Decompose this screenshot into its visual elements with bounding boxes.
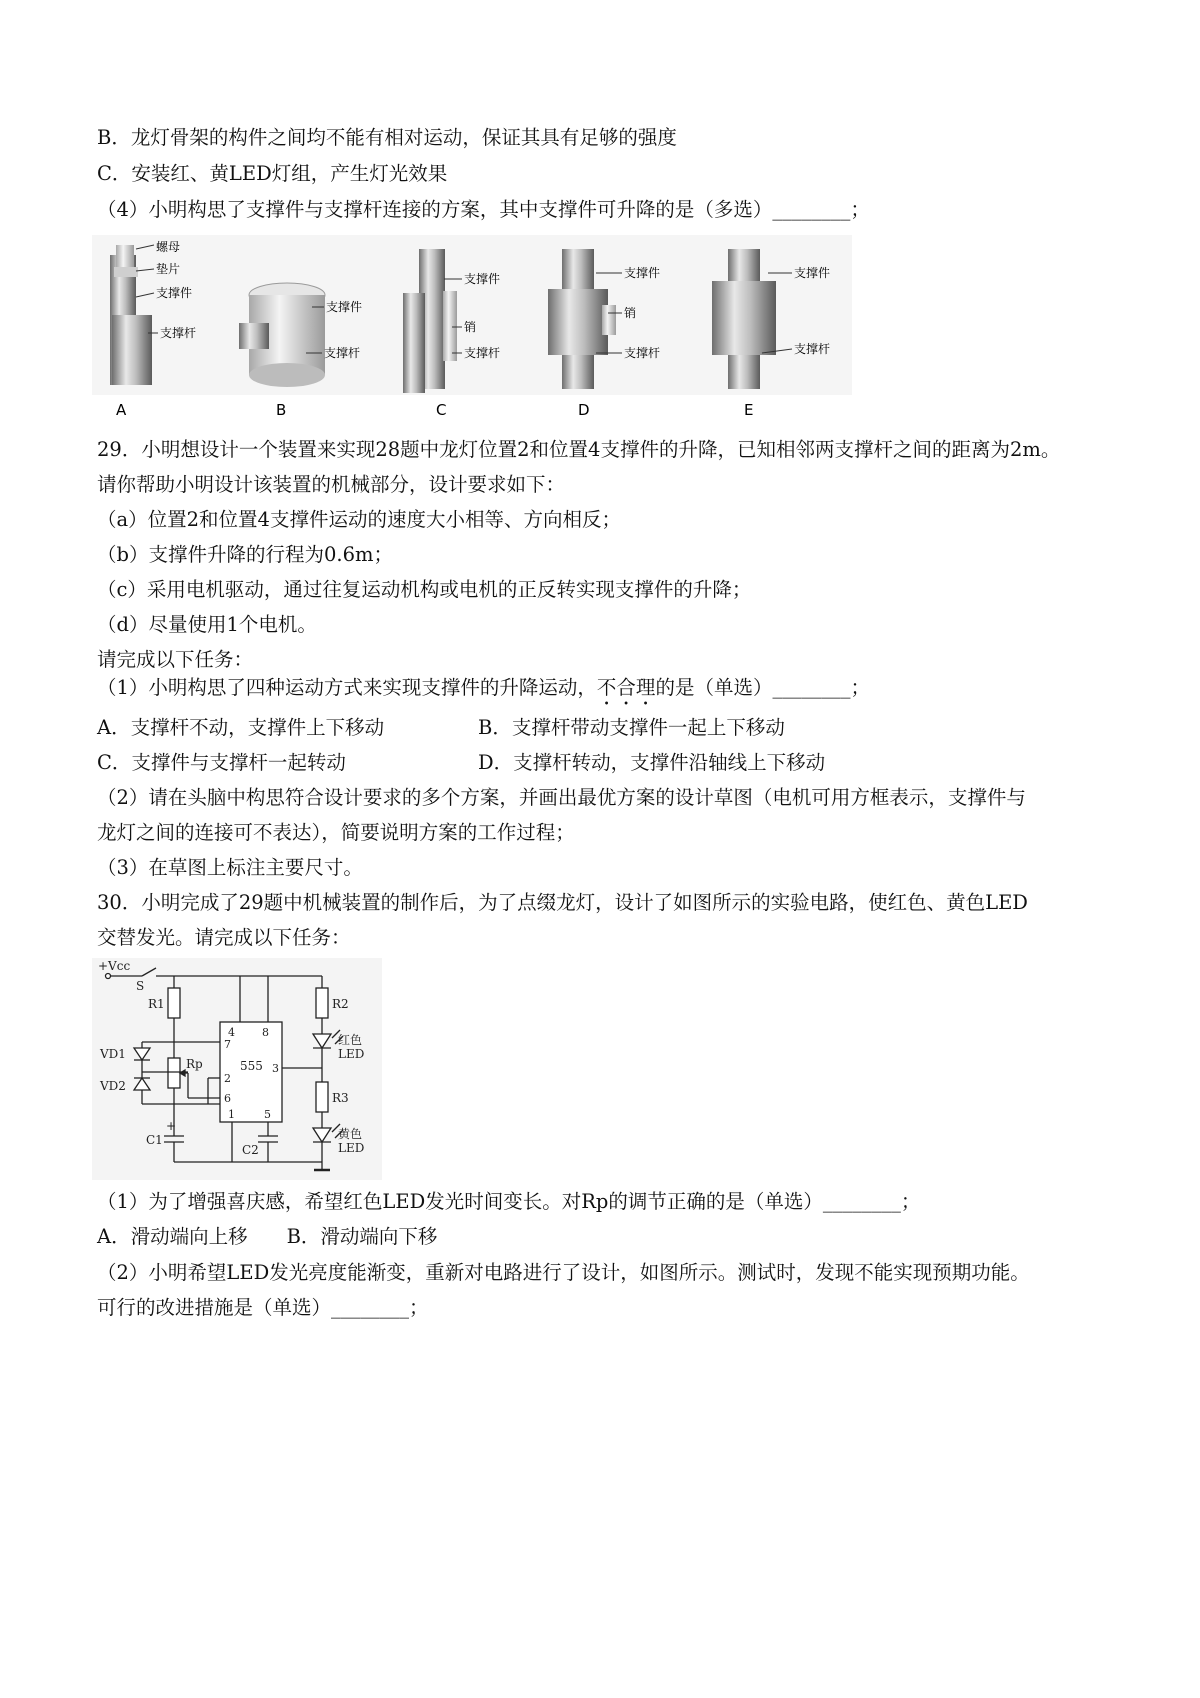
q29-tasks-heading: 请完成以下任务：	[97, 648, 254, 671]
label-yellow-led-1: 黄色	[338, 1127, 363, 1141]
q28-subquestion-4: （4）小明构思了支撑件与支撑杆连接的方案，其中支撑件可升降的是（多选）________；	[97, 198, 870, 221]
label-rod-e: 支撑杆	[794, 342, 831, 356]
pin-7: 7	[224, 1038, 231, 1051]
label-red-led-2: LED	[338, 1047, 365, 1061]
q29-option-a: A．支撑杆不动，支撑件上下移动	[97, 716, 385, 739]
q29-task-1-suffix: 的是（单选）________；	[655, 676, 870, 699]
q29-requirement-c: （c）采用电机驱动，通过往复运动机构或电机的正反转实现支撑件的升降；	[97, 578, 752, 601]
label-pin-d: 销	[624, 306, 637, 320]
support-connection-figure	[92, 235, 852, 425]
label-support-b: 支撑件	[326, 300, 363, 314]
letter-e: E	[744, 401, 754, 419]
label-support-a: 支撑件	[156, 286, 193, 300]
label-support-d: 支撑件	[624, 266, 661, 280]
label-rod-b: 支撑杆	[324, 346, 361, 360]
q30-task-1: （1）为了增强喜庆感，希望红色LED发光时间变长。对Rp的调节正确的是（单选）________；	[97, 1190, 921, 1213]
q29-option-c: C．支撑件与支撑杆一起转动	[97, 751, 346, 774]
label-vd1: VD1	[100, 1047, 126, 1061]
label-red-led-1: 红色	[338, 1033, 363, 1047]
label-rod-c: 支撑杆	[464, 346, 501, 360]
pin-6: 6	[224, 1092, 231, 1105]
q29-task-2-line-1: （2）请在头脑中构思符合设计要求的多个方案，并画出最优方案的设计草图（电机可用方框表示，支撑件与	[97, 786, 1026, 809]
q29-task-1-prefix: （1）小明构思了四种运动方式来实现支撑件的升降运动，	[97, 676, 597, 699]
label-yellow-led-2: LED	[338, 1141, 365, 1155]
q29-stem-line-1: 29．小明想设计一个装置来实现28题中龙灯位置2和位置4支撑件的升降，已知相邻两支撑杆之间的距离为2m。	[97, 438, 1061, 461]
label-pin-c: 销	[464, 320, 477, 334]
q28-option-c: C．安装红、黄LED灯组，产生灯光效果	[97, 162, 448, 185]
q29-requirement-a: （a）位置2和位置4支撑件运动的速度大小相等、方向相反；	[97, 508, 621, 531]
q29-task-2-line-2: 龙灯之间的连接可不表达），简要说明方案的工作过程；	[97, 821, 575, 844]
q30-task-2-line-2: 可行的改进措施是（单选）________；	[97, 1296, 429, 1319]
label-r1: R1	[148, 997, 165, 1011]
pin-5: 5	[264, 1108, 271, 1121]
label-nut: 螺母	[156, 240, 181, 254]
q29-options-row-2	[97, 749, 826, 777]
q29-option-b: B．支撑杆带动支撑件一起上下移动	[478, 716, 785, 739]
label-washer: 垫片	[156, 262, 181, 276]
q30-stem-line-1: 30．小明完成了29题中机械装置的制作后，为了点缀龙灯，设计了如图所示的实验电路，使红色、黄色LED	[97, 891, 1028, 914]
label-switch: S	[136, 979, 145, 993]
q29-options-row-1	[97, 714, 785, 742]
q29-task-1-emphasis: 不合理	[596, 676, 656, 699]
label-vd2: VD2	[100, 1079, 126, 1093]
label-vcc: +Vcc	[98, 959, 131, 973]
pin-4: 4	[228, 1026, 235, 1039]
label-r2: R2	[332, 997, 349, 1011]
q30-stem-line-2: 交替发光。请完成以下任务：	[97, 926, 351, 949]
pin-8: 8	[262, 1026, 269, 1039]
q30-task-2-line-1: （2）小明希望LED发光亮度能渐变，重新对电路进行了设计，如图所示。测试时，发现不能实现预期功能。	[97, 1261, 1030, 1284]
label-chip-555: 555	[240, 1059, 263, 1073]
q29-task-1	[97, 674, 870, 710]
pin-2: 2	[224, 1072, 231, 1085]
label-support-e: 支撑件	[794, 266, 831, 280]
q28-option-b: B．龙灯骨架的构件之间均不能有相对运动，保证其具有足够的强度	[97, 126, 677, 149]
label-rp: Rp	[186, 1057, 203, 1071]
q29-option-d: D．支撑杆转动，支撑件沿轴线上下移动	[478, 751, 826, 774]
letter-b: B	[276, 401, 287, 419]
q30-task-1-options: A．滑动端向上移 B．滑动端向下移	[97, 1225, 438, 1248]
letter-c: C	[436, 401, 447, 419]
q29-stem-line-2: 请你帮助小明设计该装置的机械部分，设计要求如下：	[97, 473, 566, 496]
q29-requirement-d: （d）尽量使用1个电机。	[97, 613, 317, 636]
label-c2: C2	[242, 1143, 259, 1157]
label-rod-d: 支撑杆	[624, 346, 661, 360]
q29-requirement-b: （b）支撑件升降的行程为0.6m；	[97, 543, 393, 566]
q29-task-3: （3）在草图上标注主要尺寸。	[97, 856, 363, 879]
led-555-circuit	[92, 958, 382, 1180]
label-support-c: 支撑件	[464, 272, 501, 286]
pin-3: 3	[272, 1062, 279, 1075]
label-c1-plus: +	[166, 1119, 177, 1133]
pin-1: 1	[228, 1108, 235, 1121]
label-rod-a: 支撑杆	[160, 326, 197, 340]
label-c1: C1	[146, 1133, 163, 1147]
letter-d: D	[578, 401, 590, 419]
letter-a: A	[116, 401, 127, 419]
label-r3: R3	[332, 1091, 349, 1105]
